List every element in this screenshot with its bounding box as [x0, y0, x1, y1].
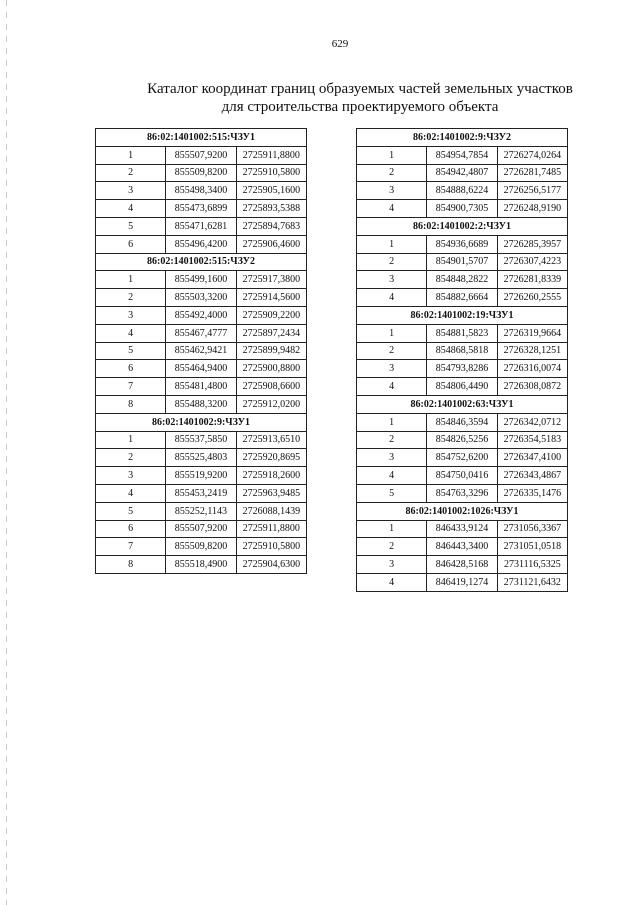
point-number-cell: 2 — [357, 253, 427, 271]
parcel-header: 86:02:1401002:515:ЧЗУ1 — [96, 129, 307, 147]
point-number-cell: 1 — [96, 146, 166, 164]
x-coordinate-cell: 854901,5707 — [427, 253, 497, 271]
y-coordinate-cell: 2725900,8800 — [236, 360, 306, 378]
y-coordinate-cell: 2725913,6510 — [236, 431, 306, 449]
y-coordinate-cell: 2726347,4100 — [497, 449, 567, 467]
table-row — [357, 271, 568, 289]
table-row — [357, 431, 568, 449]
table-row — [357, 538, 568, 556]
point-number-cell: 7 — [96, 378, 166, 396]
x-coordinate-cell: 855481,4800 — [166, 378, 236, 396]
y-coordinate-cell: 2726088,1439 — [236, 502, 306, 520]
table-row — [357, 324, 568, 342]
table-row — [96, 395, 307, 413]
parcel-header-row — [357, 395, 568, 413]
binder-edge — [6, 0, 7, 905]
x-coordinate-cell: 854882,6664 — [427, 289, 497, 307]
point-number-cell: 3 — [357, 449, 427, 467]
x-coordinate-cell: 855525,4803 — [166, 449, 236, 467]
table-row — [96, 431, 307, 449]
page-number: 629 — [331, 38, 349, 50]
table-row — [357, 360, 568, 378]
y-coordinate-cell: 2726248,9190 — [497, 200, 567, 218]
table-row — [357, 235, 568, 253]
x-coordinate-cell: 855498,3400 — [166, 182, 236, 200]
x-coordinate-cell: 854806,4490 — [427, 378, 497, 396]
table-row — [96, 342, 307, 360]
x-coordinate-cell: 855519,9200 — [166, 467, 236, 485]
point-number-cell: 2 — [96, 449, 166, 467]
y-coordinate-cell: 2725963,9485 — [236, 484, 306, 502]
parcel-header-row — [96, 413, 307, 431]
x-coordinate-cell: 855473,6899 — [166, 200, 236, 218]
x-coordinate-cell: 855509,8200 — [166, 538, 236, 556]
table-row — [96, 484, 307, 502]
y-coordinate-cell: 2726285,3957 — [497, 235, 567, 253]
point-number-cell: 4 — [357, 467, 427, 485]
point-number-cell: 3 — [96, 306, 166, 324]
y-coordinate-cell: 2725893,5388 — [236, 200, 306, 218]
table-row — [357, 182, 568, 200]
x-coordinate-cell: 846433,9124 — [427, 520, 497, 538]
x-coordinate-cell: 854942,4807 — [427, 164, 497, 182]
table-row — [96, 449, 307, 467]
table-row — [357, 573, 568, 591]
point-number-cell: 7 — [96, 538, 166, 556]
point-number-cell: 4 — [96, 324, 166, 342]
table-row — [96, 556, 307, 574]
parcel-header: 86:02:1401002:19:ЧЗУ1 — [357, 306, 568, 324]
x-coordinate-cell: 854826,5256 — [427, 431, 497, 449]
right-coordinates-column — [356, 128, 568, 592]
y-coordinate-cell: 2725914,5600 — [236, 289, 306, 307]
left-coordinates-column — [95, 128, 307, 574]
table-row — [96, 538, 307, 556]
x-coordinate-cell: 855488,3200 — [166, 395, 236, 413]
y-coordinate-cell: 2726319,9664 — [497, 324, 567, 342]
table-row — [357, 342, 568, 360]
x-coordinate-cell: 854793,8286 — [427, 360, 497, 378]
point-number-cell: 3 — [357, 271, 427, 289]
point-number-cell: 1 — [357, 520, 427, 538]
x-coordinate-cell: 855252,1143 — [166, 502, 236, 520]
x-coordinate-cell: 854763,3296 — [427, 484, 497, 502]
table-row — [96, 146, 307, 164]
parcel-header: 86:02:1401002:1026:ЧЗУ1 — [357, 502, 568, 520]
y-coordinate-cell: 2726354,5183 — [497, 431, 567, 449]
point-number-cell: 1 — [96, 271, 166, 289]
parcel-header-row — [96, 129, 307, 147]
point-number-cell: 5 — [96, 502, 166, 520]
x-coordinate-cell: 854750,0416 — [427, 467, 497, 485]
parcel-header-row — [357, 306, 568, 324]
x-coordinate-cell: 855496,4200 — [166, 235, 236, 253]
point-number-cell: 1 — [357, 324, 427, 342]
x-coordinate-cell: 855471,6281 — [166, 217, 236, 235]
parcel-header: 86:02:1401002:9:ЧЗУ2 — [357, 129, 568, 147]
x-coordinate-cell: 854846,3594 — [427, 413, 497, 431]
y-coordinate-cell: 2731116,5325 — [497, 556, 567, 574]
y-coordinate-cell: 2725906,4600 — [236, 235, 306, 253]
y-coordinate-cell: 2726260,2555 — [497, 289, 567, 307]
x-coordinate-cell: 855507,9200 — [166, 146, 236, 164]
y-coordinate-cell: 2725897,2434 — [236, 324, 306, 342]
table-row — [357, 520, 568, 538]
table-row — [96, 271, 307, 289]
table-row — [96, 289, 307, 307]
x-coordinate-cell: 855509,8200 — [166, 164, 236, 182]
point-number-cell: 1 — [357, 413, 427, 431]
table-row — [357, 556, 568, 574]
y-coordinate-cell: 2725918,2600 — [236, 467, 306, 485]
y-coordinate-cell: 2726342,0712 — [497, 413, 567, 431]
point-number-cell: 8 — [96, 395, 166, 413]
x-coordinate-cell: 855518,4900 — [166, 556, 236, 574]
point-number-cell: 2 — [357, 342, 427, 360]
table-row — [357, 164, 568, 182]
table-row — [357, 200, 568, 218]
y-coordinate-cell: 2725911,8800 — [236, 146, 306, 164]
x-coordinate-cell: 855453,2419 — [166, 484, 236, 502]
y-coordinate-cell: 2726328,1251 — [497, 342, 567, 360]
point-number-cell: 4 — [357, 289, 427, 307]
x-coordinate-cell: 854752,6200 — [427, 449, 497, 467]
y-coordinate-cell: 2726343,4867 — [497, 467, 567, 485]
y-coordinate-cell: 2725905,1600 — [236, 182, 306, 200]
y-coordinate-cell: 2725910,5800 — [236, 164, 306, 182]
table-row — [96, 502, 307, 520]
point-number-cell: 3 — [357, 182, 427, 200]
table-row — [96, 182, 307, 200]
y-coordinate-cell: 2731056,3367 — [497, 520, 567, 538]
table-row — [96, 217, 307, 235]
x-coordinate-cell: 854848,2822 — [427, 271, 497, 289]
y-coordinate-cell: 2725909,2200 — [236, 306, 306, 324]
table-row — [96, 360, 307, 378]
point-number-cell: 2 — [357, 538, 427, 556]
document-title — [120, 80, 600, 116]
table-row — [96, 200, 307, 218]
parcel-header: 86:02:1401002:63:ЧЗУ1 — [357, 395, 568, 413]
point-number-cell: 2 — [96, 289, 166, 307]
y-coordinate-cell: 2726316,0074 — [497, 360, 567, 378]
x-coordinate-cell: 855507,9200 — [166, 520, 236, 538]
y-coordinate-cell: 2725894,7683 — [236, 217, 306, 235]
point-number-cell: 3 — [357, 556, 427, 574]
x-coordinate-cell: 846428,5168 — [427, 556, 497, 574]
table-row — [96, 378, 307, 396]
table-row — [96, 164, 307, 182]
table-row — [357, 449, 568, 467]
y-coordinate-cell: 2725908,6600 — [236, 378, 306, 396]
y-coordinate-cell: 2726256,5177 — [497, 182, 567, 200]
title-line-1: Каталог координат границ образуемых частей земельных участков — [147, 81, 573, 97]
table-row — [357, 378, 568, 396]
table-row — [357, 467, 568, 485]
x-coordinate-cell: 855467,4777 — [166, 324, 236, 342]
y-coordinate-cell: 2726335,1476 — [497, 484, 567, 502]
point-number-cell: 6 — [96, 360, 166, 378]
point-number-cell: 1 — [357, 235, 427, 253]
parcel-header: 86:02:1401002:9:ЧЗУ1 — [96, 413, 307, 431]
table-row — [357, 413, 568, 431]
right-coordinates-body — [357, 129, 568, 592]
table-row — [96, 520, 307, 538]
point-number-cell: 2 — [357, 164, 427, 182]
y-coordinate-cell: 2725911,8800 — [236, 520, 306, 538]
point-number-cell: 2 — [357, 431, 427, 449]
y-coordinate-cell: 2726274,0264 — [497, 146, 567, 164]
x-coordinate-cell: 854888,6224 — [427, 182, 497, 200]
y-coordinate-cell: 2731051,0518 — [497, 538, 567, 556]
x-coordinate-cell: 854868,5818 — [427, 342, 497, 360]
point-number-cell: 6 — [96, 520, 166, 538]
y-coordinate-cell: 2725910,5800 — [236, 538, 306, 556]
point-number-cell: 3 — [96, 182, 166, 200]
table-row — [357, 253, 568, 271]
x-coordinate-cell: 855462,9421 — [166, 342, 236, 360]
parcel-header: 86:02:1401002:2:ЧЗУ1 — [357, 217, 568, 235]
x-coordinate-cell: 854881,5823 — [427, 324, 497, 342]
right-coordinates-table — [356, 128, 568, 592]
x-coordinate-cell: 854900,7305 — [427, 200, 497, 218]
y-coordinate-cell: 2725904,6300 — [236, 556, 306, 574]
y-coordinate-cell: 2725899,9482 — [236, 342, 306, 360]
point-number-cell: 4 — [357, 573, 427, 591]
y-coordinate-cell: 2725917,3800 — [236, 271, 306, 289]
point-number-cell: 1 — [96, 431, 166, 449]
y-coordinate-cell: 2725912,0200 — [236, 395, 306, 413]
y-coordinate-cell: 2731121,6432 — [497, 573, 567, 591]
point-number-cell: 5 — [96, 217, 166, 235]
table-row — [96, 235, 307, 253]
y-coordinate-cell: 2725920,8695 — [236, 449, 306, 467]
y-coordinate-cell: 2726281,8339 — [497, 271, 567, 289]
left-coordinates-table — [95, 128, 307, 574]
parcel-header-row — [357, 217, 568, 235]
x-coordinate-cell: 846419,1274 — [427, 573, 497, 591]
parcel-header-row — [357, 129, 568, 147]
table-row — [96, 467, 307, 485]
x-coordinate-cell: 846443,3400 — [427, 538, 497, 556]
x-coordinate-cell: 854936,6689 — [427, 235, 497, 253]
parcel-header-row — [96, 253, 307, 271]
point-number-cell: 8 — [96, 556, 166, 574]
table-row — [96, 306, 307, 324]
point-number-cell: 1 — [357, 146, 427, 164]
title-line-2: для строительства проектируемого объекта — [221, 99, 499, 115]
point-number-cell: 3 — [96, 467, 166, 485]
point-number-cell: 2 — [96, 164, 166, 182]
y-coordinate-cell: 2726281,7485 — [497, 164, 567, 182]
x-coordinate-cell: 855537,5850 — [166, 431, 236, 449]
point-number-cell: 4 — [357, 378, 427, 396]
parcel-header: 86:02:1401002:515:ЧЗУ2 — [96, 253, 307, 271]
point-number-cell: 5 — [357, 484, 427, 502]
x-coordinate-cell: 854954,7854 — [427, 146, 497, 164]
x-coordinate-cell: 855492,4000 — [166, 306, 236, 324]
left-coordinates-body — [96, 129, 307, 574]
table-row — [96, 324, 307, 342]
point-number-cell: 5 — [96, 342, 166, 360]
x-coordinate-cell: 855503,3200 — [166, 289, 236, 307]
y-coordinate-cell: 2726307,4223 — [497, 253, 567, 271]
y-coordinate-cell: 2726308,0872 — [497, 378, 567, 396]
table-row — [357, 289, 568, 307]
point-number-cell: 6 — [96, 235, 166, 253]
point-number-cell: 4 — [357, 200, 427, 218]
point-number-cell: 4 — [96, 484, 166, 502]
point-number-cell: 3 — [357, 360, 427, 378]
table-row — [357, 146, 568, 164]
x-coordinate-cell: 855464,9400 — [166, 360, 236, 378]
table-row — [357, 484, 568, 502]
x-coordinate-cell: 855499,1600 — [166, 271, 236, 289]
point-number-cell: 4 — [96, 200, 166, 218]
parcel-header-row — [357, 502, 568, 520]
